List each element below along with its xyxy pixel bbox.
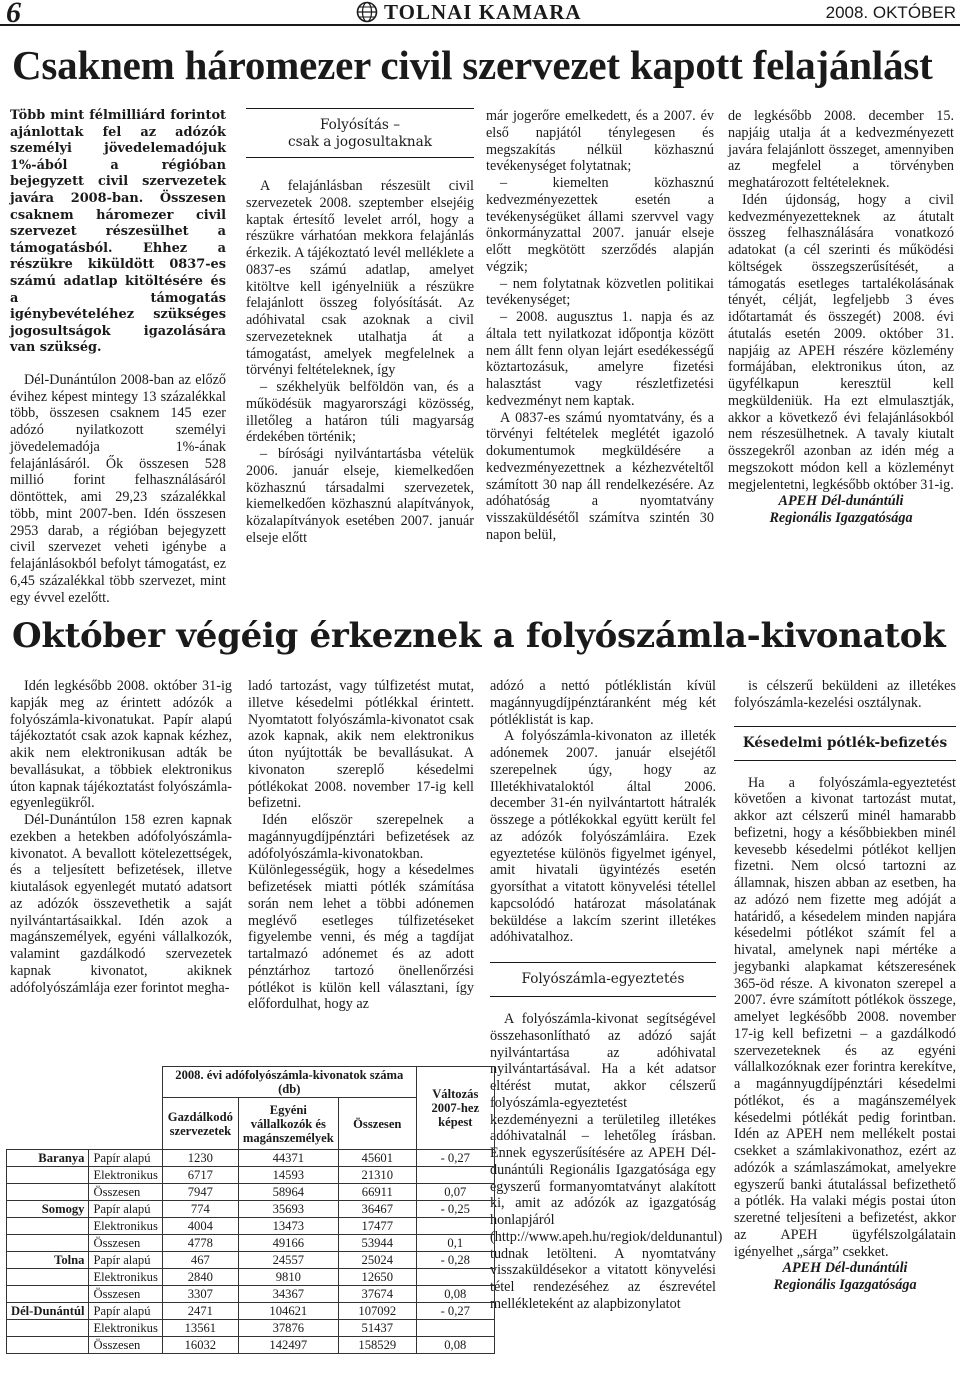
- article2-subheading: Folyószámla-egyeztetés: [521, 971, 685, 987]
- article1-column-4: [728, 108, 954, 527]
- article2-subheading-box: [734, 726, 956, 761]
- masthead: [356, 0, 582, 24]
- table-cell-type: Elektronikus: [89, 1218, 162, 1235]
- page-number: 6: [6, 0, 21, 29]
- table-row: [7, 1286, 495, 1303]
- table-cell-type: Összesen: [89, 1337, 162, 1354]
- table-cell-change: [416, 1269, 494, 1286]
- article1-lead: Több mint félmilliárd forintot ajánlottak fel az adózók személyi jövedelemadójuk 1%-ából a régióban bejegyzett civil szervezetek javára 2008-ban. Összesen csaknem háromezer civil szervezet részesülhet a támogatásból. Ehhez a részükre kiküldött 0837-es számú adatlap kitöltésére és a támogatás igénybevételéhez szükséges jogosultságok igazolására van szükség.: [10, 108, 226, 356]
- table-cell-individual: 24557: [238, 1252, 338, 1269]
- statistics-table: [6, 1066, 495, 1354]
- table-header-main: 2008. évi adófolyószámla-kivonatok száma (db): [162, 1067, 416, 1098]
- article1-list-item: – bírósági nyilvántartásba vételük 2006. január elseje, kiemelkedően közhasznú társadalmi szervezetek, kiemelkedően közhasznú alapítványok, közalapítványok esetében 2007. január elseje előtt: [246, 446, 474, 546]
- article1-paragraph: Dél-Dunántúlon 2008-ban az előző évihez képest mintegy 13 százalékkal több, összesen csaknem 145 ezer adózó nyilatkozott személyi jövedelemadója 1%-ának felajánlásáról. Ők összesen 528 millió forint felhasználásáról döntöttek, ami 29,23 százalékkal több, mint 2007-ben. Idén összesen 2953 darab, a régióban bejegyzett civil szervezet veheti igénybe a felajánlásokból befolyt támogatást, ez 6,45 százalékkal több szervezet, mint egy évvel ezelőtt.: [10, 371, 226, 606]
- article1-list-item: – nem folytatnak közvetlen politikai tevékenységet;: [486, 275, 714, 309]
- table-cell-region: Tolna: [7, 1252, 89, 1269]
- article1-column-1: [10, 108, 226, 606]
- table-cell-region: [7, 1320, 89, 1337]
- table-cell-region: [7, 1269, 89, 1286]
- table-cell-type: Összesen: [89, 1184, 162, 1201]
- table-cell-org: 1230: [162, 1150, 238, 1167]
- table-cell-type: Elektronikus: [89, 1269, 162, 1286]
- article1-paragraph: A 0837-es számú nyomtatvány, és a törvényi feltételek meglétét igazoló dokumentumok megküldésére a kedvezményezettnek a kézhezvételtől számított 30 nap áll rendelkezésére. Az adóhatóság a nyomtatvány visszaküldésétől számítva szintén 30 napon belül,: [486, 409, 714, 543]
- table-cell-org: 467: [162, 1252, 238, 1269]
- article2-column-2: [248, 678, 474, 1013]
- table-cell-type: Papír alapú: [89, 1252, 162, 1269]
- table-header-total: Összesen: [338, 1098, 416, 1150]
- masthead-title: TOLNAI KAMARA: [384, 0, 582, 24]
- table-cell-org: 2840: [162, 1269, 238, 1286]
- table-cell-org: 3307: [162, 1286, 238, 1303]
- table-cell-individual: 44371: [238, 1150, 338, 1167]
- table-cell-type: Összesen: [89, 1286, 162, 1303]
- table-cell-individual: 35693: [238, 1201, 338, 1218]
- table-cell-region: [7, 1167, 89, 1184]
- article1-column-2: [246, 108, 474, 547]
- table-cell-org: 4004: [162, 1218, 238, 1235]
- table-cell-type: Elektronikus: [89, 1320, 162, 1337]
- article1-list-item: – kiemelten közhasznú kedvezményezettek esetén a tevékenységüket állami szervvel vagy önkormányzattal 2007. január elseje előtt megkötött szerződés alapján végzik;: [486, 175, 714, 275]
- table-cell-org: 2471: [162, 1303, 238, 1320]
- table-row: [7, 1150, 495, 1167]
- article2-paragraph: Ha a folyószámla-egyeztetést követően a kivonat tartozást mutat, akkor azt célszerű minél hamarabb befizetni, hogy a későbbiekben minél kevesebb késedelmi pótlékot kelljen fizetni. Nem olcsó tartozni az államnak, hiszen abban az esetben, ha az adózó nem fizette meg adóját a határidő, a késedelem minden napjára késedelmi pótlékot számít fel a hivatal, amelynek napi mértéke a jegybanki alapkamat kétszeresének 365-öd része. A kivonaton szerepel a 2007. évre számított pótlékok összege, amelyet legkésőbb 2008. november 17-ig kell befizetni – a gazdálkodó szervezeteknek és az egyéni vállalkozóknak ezer forintra kerekítve, a magánnyugdíjpénztári késedelmi pótlékot, és a magánszemélyek késedelmi pótlékát pedig forintban. Idén az APEH nem mellékelt postai csekket a számlakivonathoz, ezért az adózók a számlaszámokat, amelyekre egyszerű banki átutalással befizethető a pótlék. Ha valaki mégis postai úton szeretné teljesíteni a befizetést, akkor az APEH ügyfélszolgálatain igényelhet „sárga” csekket.: [734, 774, 956, 1260]
- table-cell-region: Dél-Dunántúl: [7, 1303, 89, 1320]
- article1-subheading-box: [246, 108, 474, 158]
- table-cell-region: [7, 1286, 89, 1303]
- table-cell-change: - 0,27: [416, 1303, 494, 1320]
- table-cell-individual: 58964: [238, 1184, 338, 1201]
- table-cell-region: [7, 1235, 89, 1252]
- article2-paragraph: is célszerű beküldeni az illetékes folyószámla-kezelési osztálynak.: [734, 678, 956, 711]
- table-cell-change: 0,08: [416, 1286, 494, 1303]
- article2-paragraph: Idén legkésőbb 2008. október 31-ig kapják meg az érintett adózók a folyószámla-kivonatukat. Papír alapú tájékoztatót csak azok kapnak kézhez, akik nem elektronikusan adták be bevallásukat, a többiek elektronikus úton kapnak tájékoztatást folyószámla-egyenlegükről.: [10, 678, 232, 812]
- table-cell-region: [7, 1218, 89, 1235]
- article1-paragraph: már jogerőre emelkedett, és a 2007. év első napjától ténylegesen és megszakítás nélkül közhasznú tevékenységet folytatnak;: [486, 108, 714, 175]
- table-cell-type: Papír alapú: [89, 1150, 162, 1167]
- article1-list-item: – 2008. augusztus 1. napja és az általa tett nyilatkozat időpontja között nem állt fenn olyan lejárt esedékességű köztartozásuk, amelyre fizetési halasztást vagy részletfizetési kedvezményt nem kaptak.: [486, 309, 714, 409]
- table-cell-org: 4778: [162, 1235, 238, 1252]
- table-row: [7, 1235, 495, 1252]
- article2-column-4: [734, 678, 956, 1294]
- table-cell-total: 107092: [338, 1303, 416, 1320]
- article2-column-1: [10, 678, 232, 996]
- table-cell-change: 0,1: [416, 1235, 494, 1252]
- table-row: [7, 1201, 495, 1218]
- table-cell-total: 25024: [338, 1252, 416, 1269]
- article2-paragraph: Dél-Dunántúlon 158 ezren kapnak ezekben a hetekben adófolyószámla-kivonatot. A bevallott kötelezettségek, és a teljesített befizetések, illetve kiutalások egyenlegét mutató adatsort az adózók összevethetik a saját nyilvántartásaikkal. Idén azok a magánszemélyek, egyéni vállalkozók, valamint gazdálkodó szervezetek kapnak kivonatot, akiknek adófolyószámlája ezer forintot megha-: [10, 812, 232, 996]
- table-cell-total: 37674: [338, 1286, 416, 1303]
- article2-column-3: [490, 678, 723, 1313]
- table-cell-change: [416, 1320, 494, 1337]
- globe-icon: [356, 1, 378, 23]
- article2-paragraph: ladó tartozást, vagy túlfizetést mutat, illetve késedelmi pótlékkal érintett. Nyomtatott folyószámla-kivonatot csak azok kapnak, akik nem elektronikus úton nyújtották be bevallásukat. A kivonaton szereplő késedelmi pótlékokat 2008. november 17-ig kell befizetni.: [248, 678, 474, 812]
- table-cell-region: Somogy: [7, 1201, 89, 1218]
- article1-subheading-line2: csak a jogosultaknak: [288, 134, 432, 150]
- table-cell-individual: 13473: [238, 1218, 338, 1235]
- table-cell-individual: 14593: [238, 1167, 338, 1184]
- article1-list-item: – székhelyük belföldön van, és a működésük magyarországi közösség, illetőleg a határon túli magyarság érdekében történik;: [246, 379, 474, 446]
- table-header-change: Változás 2007-hez képest: [416, 1067, 494, 1150]
- table-cell-total: 158529: [338, 1337, 416, 1354]
- table-header-individual: Egyéni vállalkozók és magánszemélyek: [238, 1098, 338, 1150]
- table-cell-total: 36467: [338, 1201, 416, 1218]
- table-row: [7, 1167, 495, 1184]
- table-cell-type: Papír alapú: [89, 1303, 162, 1320]
- table-cell-total: 45601: [338, 1150, 416, 1167]
- table-row: [7, 1269, 495, 1286]
- table-cell-change: [416, 1167, 494, 1184]
- table-cell-total: 17477: [338, 1218, 416, 1235]
- table-cell-change: - 0,25: [416, 1201, 494, 1218]
- table-cell-type: Papír alapú: [89, 1201, 162, 1218]
- table-row: [7, 1337, 495, 1354]
- article1-headline: Csaknem háromezer civil szervezet kapott felajánlást: [12, 42, 933, 88]
- article1-column-3: [486, 108, 714, 544]
- table-row: [7, 1218, 495, 1235]
- table-cell-change: [416, 1218, 494, 1235]
- table-cell-change: - 0,27: [416, 1150, 494, 1167]
- table-cell-individual: 9810: [238, 1269, 338, 1286]
- table-cell-individual: 34367: [238, 1286, 338, 1303]
- table-cell-type: Elektronikus: [89, 1167, 162, 1184]
- table-cell-total: 66911: [338, 1184, 416, 1201]
- table-cell-org: 774: [162, 1201, 238, 1218]
- table-cell-total: 51437: [338, 1320, 416, 1337]
- article1-signature-line2: Regionális Igazgatósága: [769, 510, 913, 526]
- table-row: [7, 1320, 495, 1337]
- table-header-row: [7, 1067, 495, 1098]
- table-cell-org: 16032: [162, 1337, 238, 1354]
- article1-paragraph: Idén újdonság, hogy a civil kedvezményezetteknek az átutalt összeg felhasználására vonatkozó adatokat (a cél szerinti és működési költségek összegszerűsítését, a támogatás esetleges tartalékolásának tényét, célját, legfeljebb 3 éves időtartamát és összegét) 2008. évi átutalás esetén 2009. október 31. napjáig az APEH részére közlemény formájában, elektronikus úton, az ügyfélkapun keresztül kell megküldeniük. Ha ezt elmulasztják, akkor a következő évi felajánlásokból nem részesülhetnek. A tavaly kiutalt összegekről azonban az idén még a megszokott módon kell a közleményt megjelentetni, legkésőbb október 31-ig.: [728, 191, 954, 493]
- article2-paragraph: A folyószámla-kivonaton az illeték adónemek 2007. január elsejétől szerepelnek úgy, hogy az Illetékhivataloktól által 2006. december 31-én nyilvántartott hátralék összege a pótlékokkal együtt került fel az adózók folyószámláira. Ezek egyeztetése különös figyelmet igényel, amit hivatali ügyintézés esetén gyorsíthat a vitatott könyvelési tétellel kapcsolódó határozat másolatának beküldése a lakcím szerint illetékes adóhivatalhoz.: [490, 728, 716, 946]
- table-row: [7, 1303, 495, 1320]
- table-cell-total: 21310: [338, 1167, 416, 1184]
- table-cell-type: Összesen: [89, 1235, 162, 1252]
- article2-subheading: Késedelmi pótlék-befizetés: [742, 734, 948, 751]
- table-cell-org: 13561: [162, 1320, 238, 1337]
- table-header-org: Gazdálkodó szervezetek: [162, 1098, 238, 1150]
- table-cell-individual: 142497: [238, 1337, 338, 1354]
- article2-signature-line1: APEH Dél-dunántúli: [782, 1260, 908, 1277]
- article2-headline: Október végéig érkeznek a folyószámla-kivonatok: [12, 616, 946, 656]
- table-row: [7, 1252, 495, 1269]
- table-cell-individual: 49166: [238, 1235, 338, 1252]
- article1-paragraph: de legkésőbb 2008. december 15. napjáig utalja át a kedvezményezett javára felajánlott összeget, amennyiben az megfelel a törvényben meghatározott feltételeknek.: [728, 108, 954, 191]
- article2-paragraph: A folyószámla-kivonat segítségével összehasonlítható az adózó saját nyilvántartása az adóhivatal nyilvántartásával. Ha a két adatsor eltérést mutat, akkor célszerű folyószámla-egyeztetést kezdeményezni a területileg illetékes adóhivatalnál – lehetőleg írásban. Ennek egyszerűsítésére az APEH Dél-dunántúli Regionális Igazgatósága egy egyszerű formanyomtatványt alakított ki, amit az adózók az igazgatóság honlapjáról (http://www.apeh.hu/regiok/deldunantul) tudnak letölteni. A nyomtatvány visszaküldésekor a vitatott könyvelési tétel rendezéséhez az észrevétel mellékleteként az alapbizonylatot: [490, 1011, 723, 1312]
- table-row: [7, 1184, 495, 1201]
- table-cell-change: - 0,28: [416, 1252, 494, 1269]
- table-cell-org: 6717: [162, 1167, 238, 1184]
- table-cell-region: [7, 1184, 89, 1201]
- article1-signature-line1: APEH Dél-dunántúli: [778, 493, 904, 510]
- article1-paragraph: A felajánlásban részesült civil szervezetek 2008. szeptember elsejéig kaptak értesítő levelet arról, hogy a részükre várhatóan mekkora felajánlás érkezik. A tájékoztató levél melléklete a 0837-es számú adatlap, amelyet kitöltve kell igényelniük a részükre felajánlott összeg folyósítását. Az adóhivatal csak azoknak a civil szervezeteknek utalhatja át a támogatást, amelyek megfelelnek a törvényi feltételeknek, így: [246, 178, 474, 379]
- article2-paragraph: adózó a nettó pótléklistán kívül magánnyugdíjpénztáranként még két pótléklistát is kap.: [490, 678, 716, 728]
- table-cell-change: 0,07: [416, 1184, 494, 1201]
- article2-subheading-box: [490, 962, 716, 997]
- table-cell-individual: 104621: [238, 1303, 338, 1320]
- page-header: [0, 0, 960, 29]
- article2-signature-line2: Regionális Igazgatósága: [773, 1277, 917, 1293]
- table-cell-total: 12650: [338, 1269, 416, 1286]
- table-cell-region: [7, 1337, 89, 1354]
- issue-date: 2008. OKTÓBER: [825, 3, 956, 22]
- article2-paragraph: Idén először szerepelnek a magánnyugdíjpénztári befizetések az adófolyószámla-kivonatokban. Különlegességük, hogy a késedelmes befizetések miatti pótlék számítása során nem lehet a többi adónemen meglévő esetleges túlfizetéseket figyelembe venni, és még a tagdíjat tartalmazó adónemet és az adott pénztárhoz tartozó önellenőrzési pótlékot is külön kell választani, így előfordulhat, hogy az: [248, 812, 474, 1013]
- table-cell-region: Baranya: [7, 1150, 89, 1167]
- table-cell-individual: 37876: [238, 1320, 338, 1337]
- table-cell-total: 53944: [338, 1235, 416, 1252]
- table-cell-org: 7947: [162, 1184, 238, 1201]
- article1-subheading-line1: Folyósítás –: [319, 117, 401, 133]
- table-cell-change: 0,08: [416, 1337, 494, 1354]
